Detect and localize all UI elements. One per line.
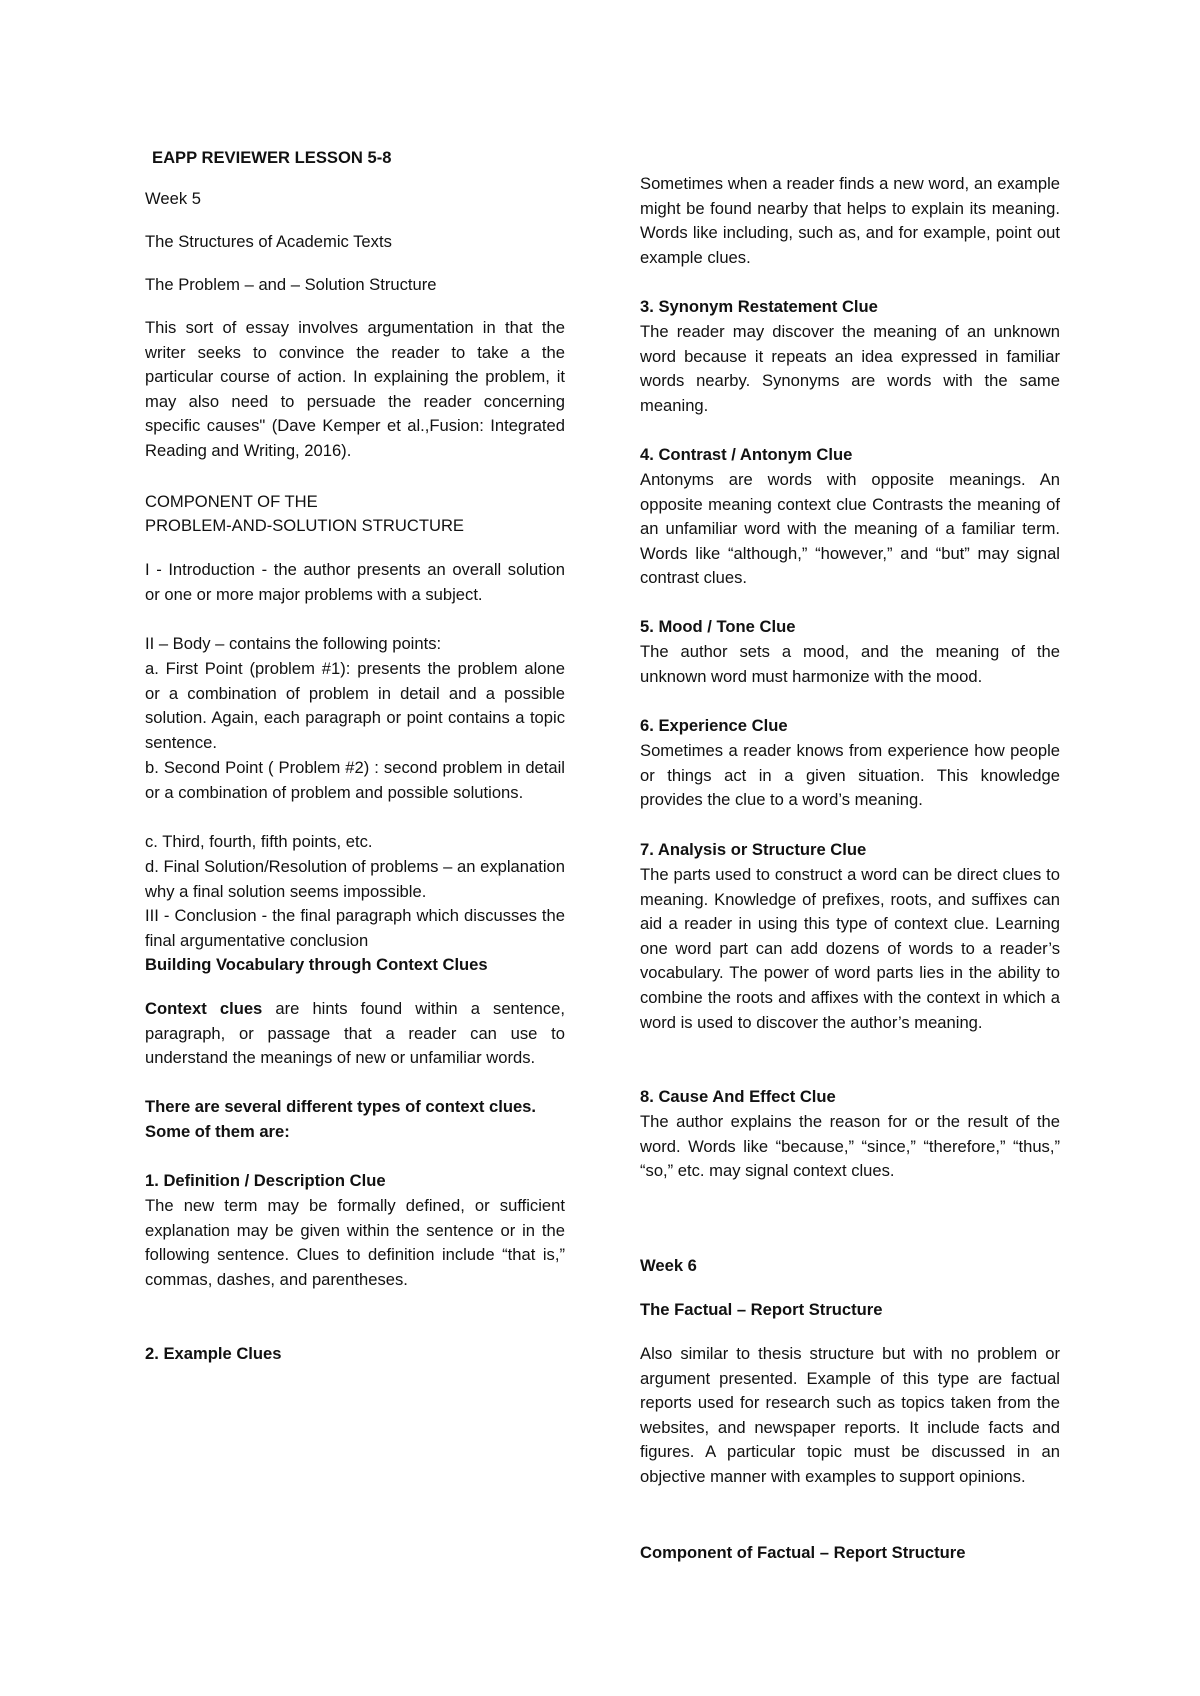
clue7-heading: 7. Analysis or Structure Clue	[640, 840, 867, 859]
clue8-text: The author explains the reason for or the result of the word. Words like “because,” “since,” “therefore,” “thus,” “so,” etc. may signal context clues.	[640, 1112, 1060, 1181]
clue2-text: Sometimes when a reader finds a new word, an example might be found nearby that helps to explain its meaning. Words like including, such as, and for example, point out example clues.	[640, 174, 1060, 267]
component-heading-line2: PROBLEM-AND-SOLUTION STRUCTURE	[145, 516, 464, 535]
context-clues-term: Context clues	[145, 999, 263, 1018]
item-a: a. First Point (problem #1): presents the problem alone or a combination of problem in detail and a possible solution. Again, each paragraph or point contains a topic sentence.	[145, 659, 565, 752]
clue1-heading: 1. Definition / Description Clue	[145, 1171, 386, 1190]
clue3-heading: 3. Synonym Restatement Clue	[640, 297, 878, 316]
types-intro: There are several different types of context clues. Some of them are:	[145, 1097, 537, 1141]
clue5-heading: 5. Mood / Tone Clue	[640, 617, 796, 636]
context-clues-definition	[145, 997, 565, 1071]
clue8-heading: 8. Cause And Effect Clue	[640, 1087, 836, 1106]
factual-text: Also similar to thesis structure but with no problem or argument presented. Example of this type are factual reports used for research such as topics taken from the websites, and newspaper reports. It include facts and figures. A particular topic must be discussed in an objective manner with examples to support opinions.	[640, 1344, 1060, 1486]
item-body: II – Body – contains the following points:	[145, 634, 442, 653]
component-heading-line1: COMPONENT OF THE	[145, 492, 318, 511]
clue3-text: The reader may discover the meaning of an unknown word because it repeats an idea expressed in familiar words nearby. Synonyms are words with the same meaning.	[640, 322, 1060, 415]
clue6-heading: 6. Experience Clue	[640, 716, 788, 735]
clue6-text: Sometimes a reader knows from experience how people or things act in a given situation. This knowledge provides the clue to a word’s meaning.	[640, 741, 1060, 810]
context-clues-text: are hints found within a sentence, paragraph, or passage that a reader can use to understand the meanings of new or unfamiliar words.	[145, 999, 565, 1068]
item-introduction: I - Introduction - the author presents an overall solution or one or more major problems with a subject.	[145, 560, 565, 604]
problem-solution-heading: The Problem – and – Solution Structure	[145, 275, 437, 294]
item-c: c. Third, fourth, fifth points, etc.	[145, 832, 373, 851]
document-title: EAPP REVIEWER LESSON 5-8	[152, 148, 392, 167]
factual-component-heading: Component of Factual – Report Structure	[640, 1543, 966, 1562]
clue5-text: The author sets a mood, and the meaning of the unknown word must harmonize with the mood.	[640, 642, 1060, 686]
clue4-heading: 4. Contrast / Antonym Clue	[640, 445, 853, 464]
item-d: d. Final Solution/Resolution of problems – an explanation why a final solution seems impossible.	[145, 857, 565, 901]
clue2-heading: 2. Example Clues	[145, 1344, 282, 1363]
intro-paragraph: This sort of essay involves argumentation in that the writer seeks to convince the reader to take a the particular course of action. In explaining the problem, it may also need to persuade the reader concerning specific causes" (Dave Kemper et al.,Fusion: Integrated Reading and Writing, 2016).	[145, 318, 565, 460]
vocab-heading: Building Vocabulary through Context Clues	[145, 955, 488, 974]
item-b: b. Second Point ( Problem #2) : second problem in detail or a combination of problem and possible solutions.	[145, 758, 565, 802]
factual-heading: The Factual – Report Structure	[640, 1300, 883, 1319]
clue7-text: The parts used to construct a word can be direct clues to meaning. Knowledge of prefixes, roots, and suffixes can aid a reader in using this type of context clue. Learning one word part can add dozens of words to a reader’s vocabulary. The power of word parts lies in the ability to combine the roots and affixes with the context in which a word is used to discover the author’s meaning.	[640, 865, 1060, 1032]
week5-label: Week 5	[145, 189, 201, 208]
clue4-text: Antonyms are words with opposite meanings. An opposite meaning context clue Contrasts the meaning of an unfamiliar word with the meaning of a familiar term. Words like “although,” “however,” and “but” may signal contrast clues.	[640, 470, 1060, 588]
week6-label: Week 6	[640, 1256, 697, 1275]
structures-heading: The Structures of Academic Texts	[145, 232, 392, 251]
item-conclusion: III - Conclusion - the final paragraph which discusses the final argumentative conclusion	[145, 906, 565, 950]
clue1-text: The new term may be formally defined, or sufficient explanation may be given within the sentence or in the following sentence. Clues to definition include “that is,” commas, dashes, and parentheses.	[145, 1196, 565, 1289]
